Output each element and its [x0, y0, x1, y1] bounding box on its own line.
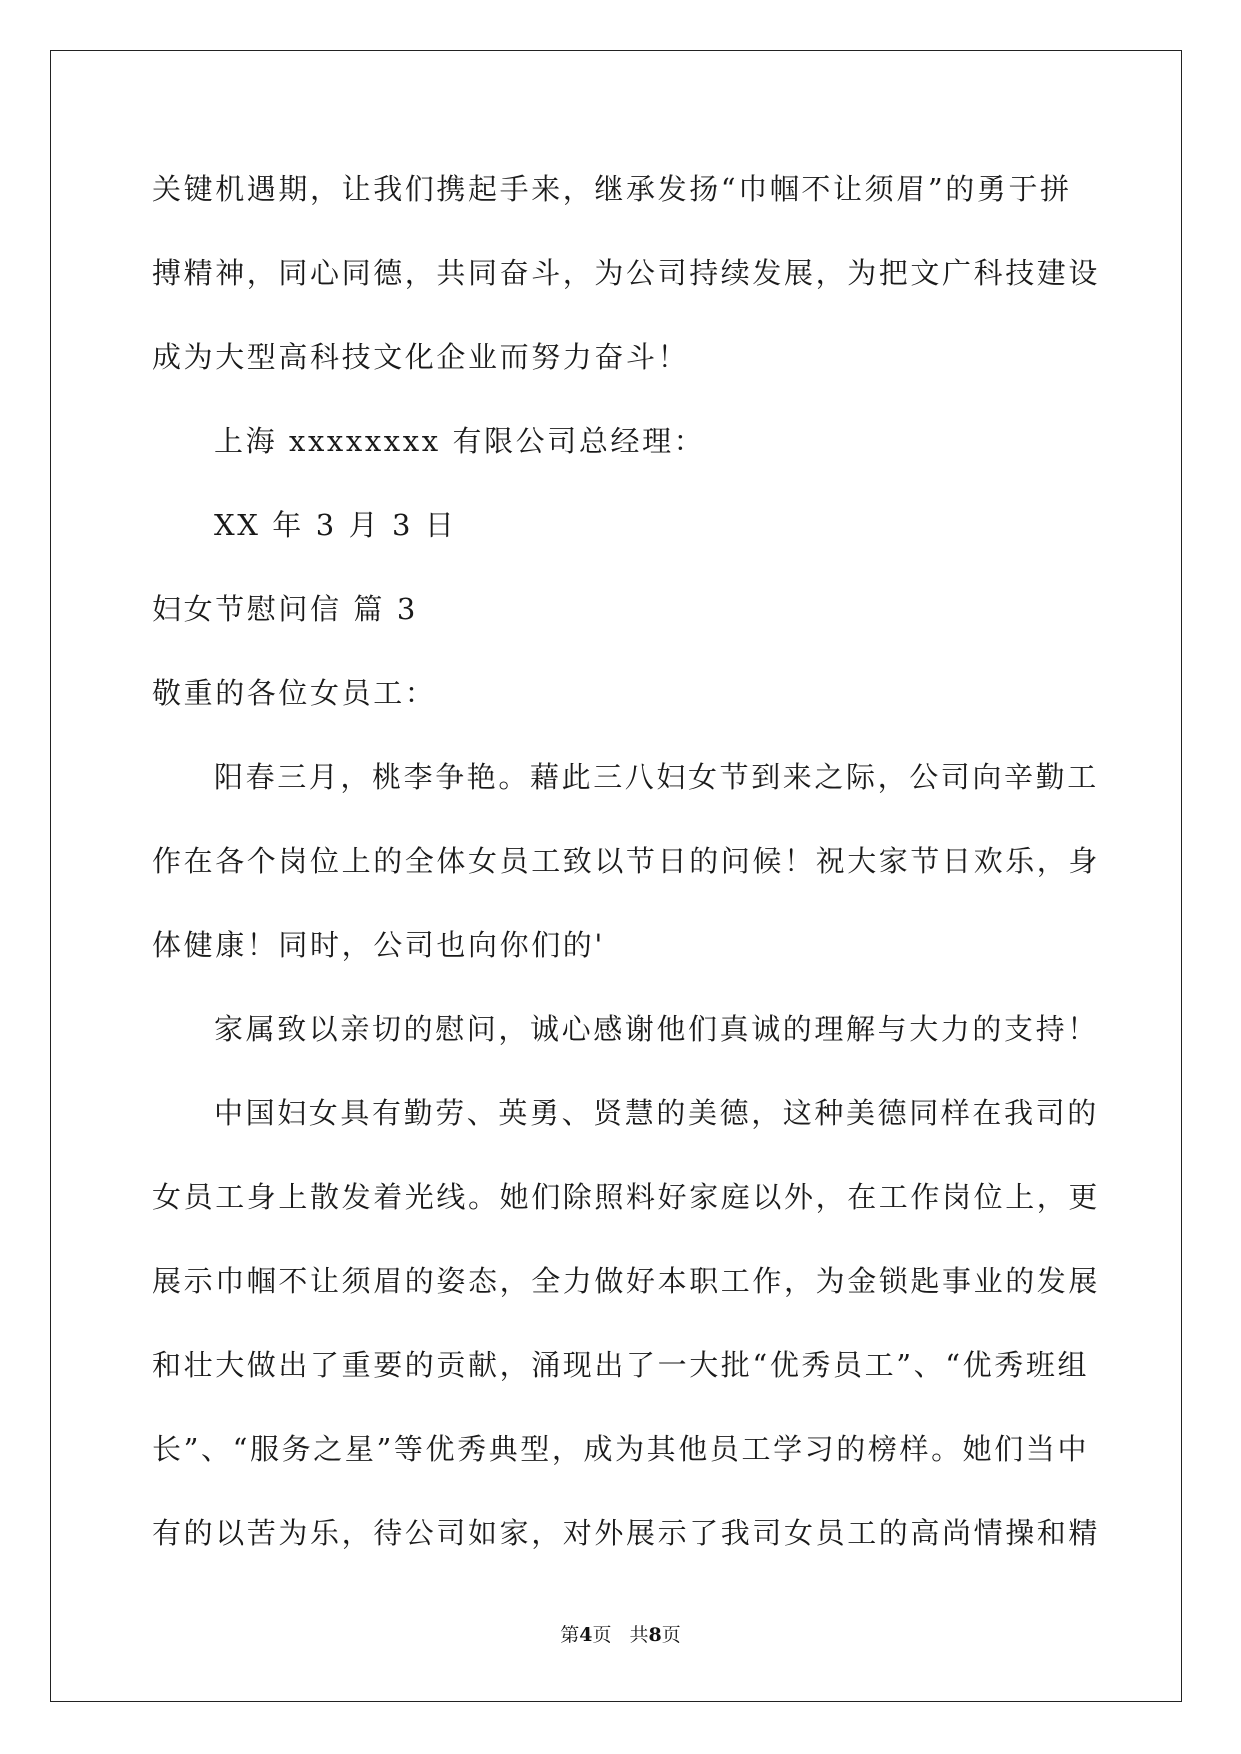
section-heading: 妇女节慰问信 篇 3: [152, 592, 418, 626]
body-line: 中国妇女具有勤劳、英勇、贤慧的美德，这种美德同样在我司的: [214, 1096, 1099, 1130]
body-line: 搏精神，同心同德，共同奋斗，为公司持续发展，为把文广科技建设: [152, 256, 1101, 290]
signature-company: 上海 xxxxxxxx 有限公司总经理：: [214, 424, 706, 458]
page-footer: [0, 1620, 1241, 1647]
body-line: 阳春三月，桃李争艳。藉此三八妇女节到来之际，公司向辛勤工: [214, 760, 1099, 794]
page-suffix: 页: [592, 1624, 612, 1646]
body-line: 长”、“服务之星”等优秀典型，成为其他员工学习的榜样。她们当中: [152, 1432, 1090, 1466]
signature-date: XX 年 3 月 3 日: [214, 508, 457, 542]
page-current: 4: [579, 1624, 593, 1646]
page-total: 8: [648, 1624, 662, 1646]
body-line: 有的以苦为乐，待公司如家，对外展示了我司女员工的高尚情操和精: [152, 1516, 1101, 1550]
body-line: 和壮大做出了重要的贡献，涌现出了一大批“优秀员工”、“优秀班组: [152, 1348, 1090, 1382]
body-line: 体健康！同时，公司也向你们的': [152, 928, 605, 962]
body-line: 展示巾帼不让须眉的姿态，全力做好本职工作，为金锁匙事业的发展: [152, 1264, 1101, 1298]
total-suffix: 页: [661, 1624, 681, 1646]
body-line: 作在各个岗位上的全体女员工致以节日的问候！祝大家节日欢乐，身: [152, 844, 1101, 878]
document-body: [152, 164, 1101, 1592]
salutation: 敬重的各位女员工：: [152, 676, 437, 710]
total-prefix: 共: [629, 1624, 649, 1646]
body-line: 关键机遇期，让我们携起手来，继承发扬“巾帼不让须眉”的勇于拼: [152, 172, 1072, 206]
body-line: 女员工身上散发着光线。她们除照料好家庭以外，在工作岗位上，更: [152, 1180, 1101, 1214]
body-line: 家属致以亲切的慰问，诚心感谢他们真诚的理解与大力的支持！: [214, 1012, 1099, 1046]
page-prefix: 第: [560, 1624, 580, 1646]
body-line: 成为大型高科技文化企业而努力奋斗！: [152, 340, 690, 374]
